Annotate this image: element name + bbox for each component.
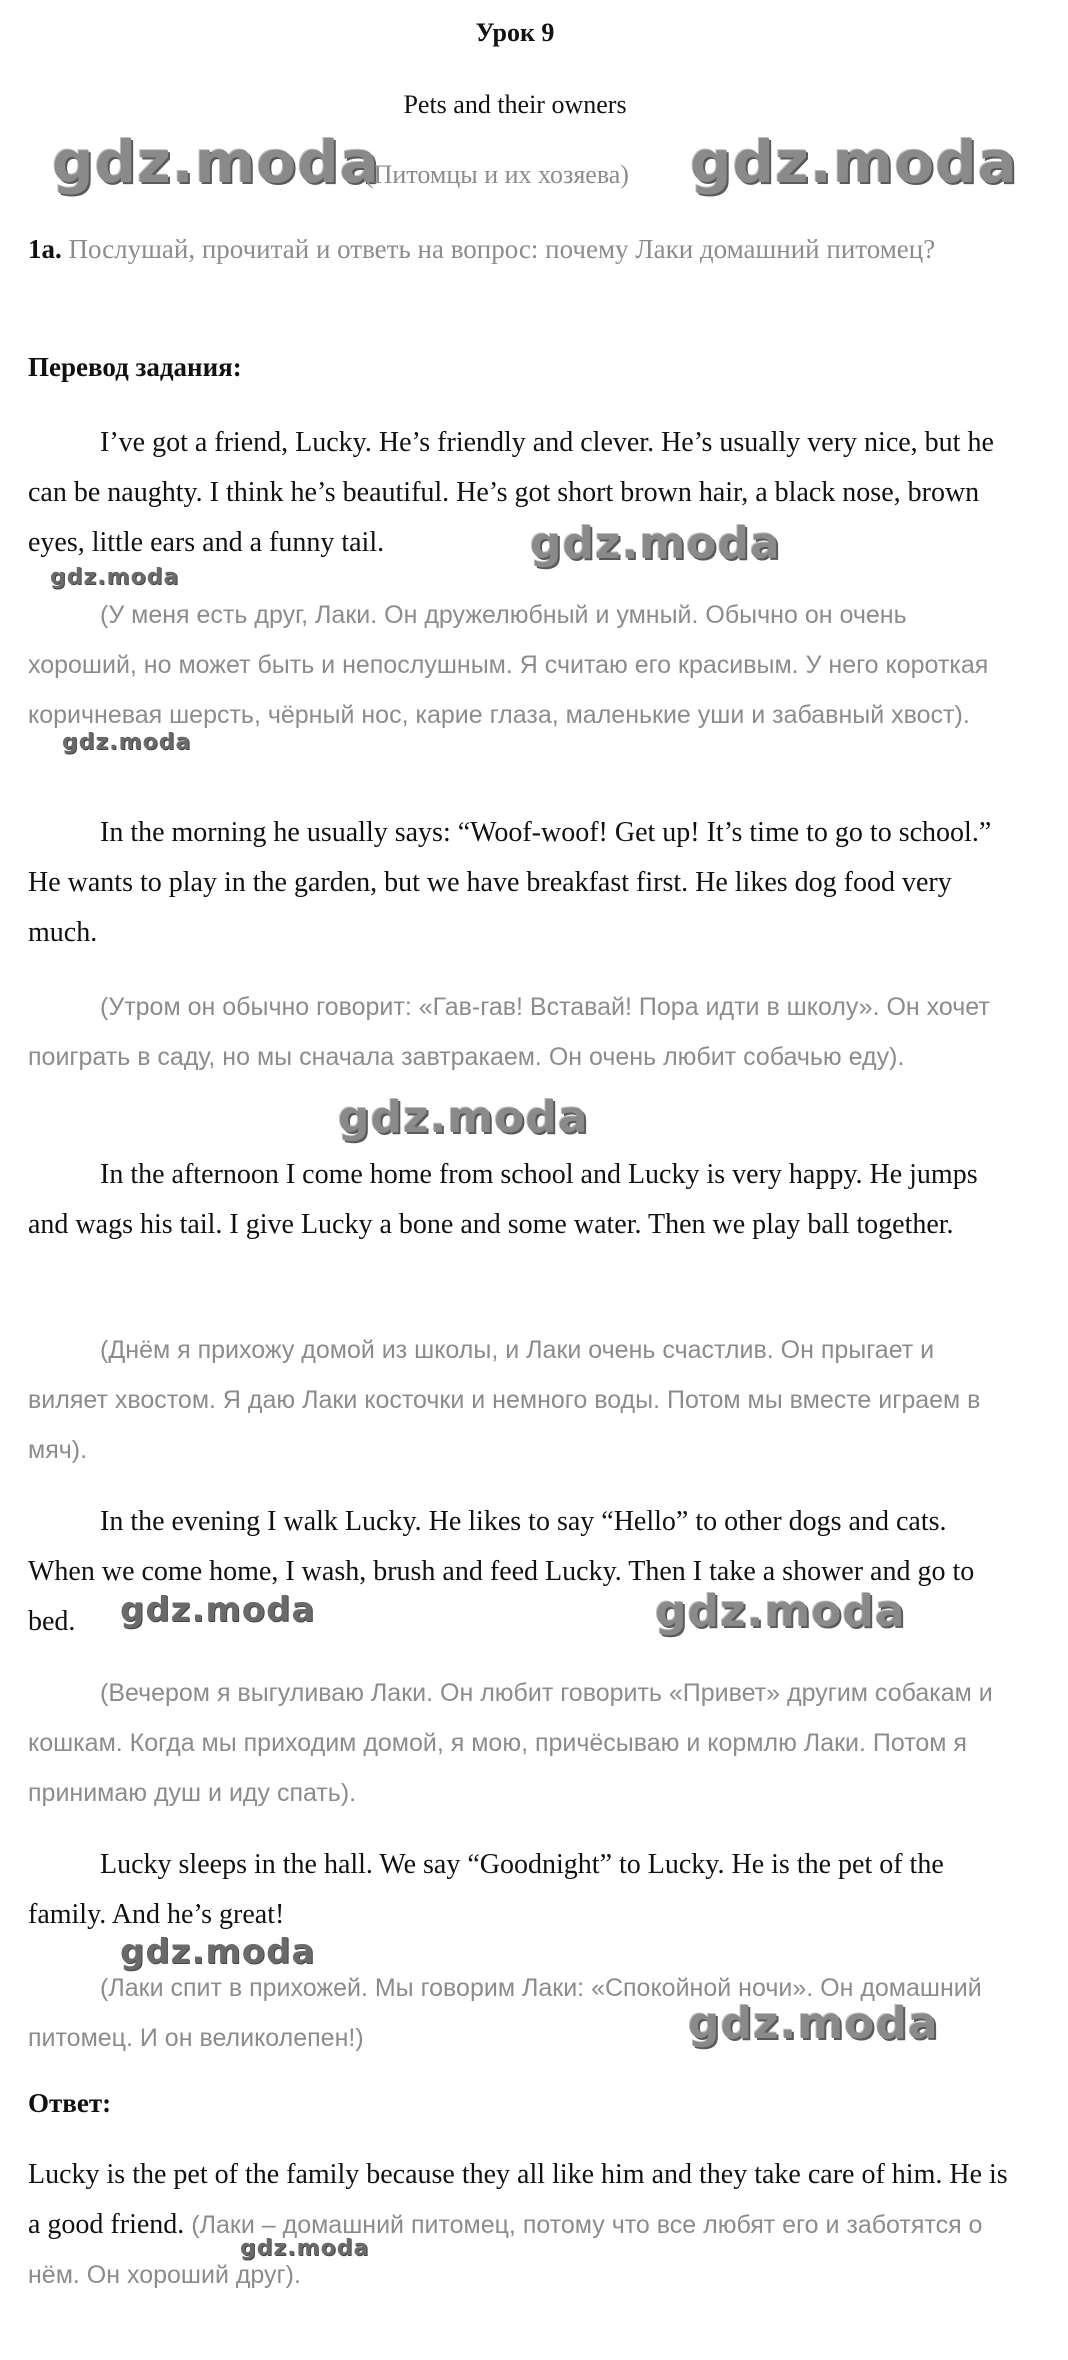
- paragraph-en: In the evening I walk Lucky. He likes to say “Hello” to other dogs and cats. When we come home, I wash, brush and feed Lucky. Then I take a shower and go to bed.: [28, 1506, 975, 1637]
- paragraph-ru: (Утром он обычно говорит: «Гав-гав! Вставай! Пора идти в школу». Он хочет поиграть в саду, но мы сначала завтракаем. Он очень любит собачью еду).: [28, 993, 990, 1071]
- paragraph-ru: (Вечером я выгуливаю Лаки. Он любит говорить «Привет» другим собакам и кошкам. Когда мы приходим домой, я мою, причёсываю и кормлю Лаки. Потом я принимаю душ и иду спать).: [28, 1679, 993, 1807]
- watermark-logo: gdz.moda: [338, 1092, 589, 1143]
- topic-translation: (Питомцы и их хозяева): [365, 160, 629, 189]
- watermark-logo: gdz.moda: [690, 128, 1018, 196]
- paragraph-en: In the morning he usually says: “Woof-woof! Get up! It’s time to go to school.” He wants to play in the garden, but we have breakfast first. He likes dog food very much.: [28, 817, 992, 948]
- paragraph-ru: (Днём я прихожу домой из школы, и Лаки очень счастлив. Он прыгает и виляет хвостом. Я даю Лаки косточки и немного воды. Потом мы вместе играем в мяч).: [28, 1336, 981, 1464]
- paragraph-ru: (У меня есть друг, Лаки. Он дружелюбный и умный. Обычно он очень хороший, но может быть и непослушным. Я считаю его красивым. У него короткая коричневая шерсть, чёрный нос, карие глаза, маленькие уши и забавный хвост).: [28, 601, 989, 729]
- translation-heading: Перевод задания:: [28, 352, 242, 382]
- answer-en: Lucky is the pet of the family because they all like him and they take care of him. He is a good friend.: [28, 2159, 1008, 2240]
- answer-heading: Ответ:: [28, 2088, 112, 2118]
- watermark-logo: gdz.moda: [688, 1998, 939, 2049]
- paragraph-en: I’ve got a friend, Lucky. He’s friendly and clever. He’s usually very nice, but he can be naughty. I think he’s beautiful. He’s got short brown hair, a black nose, brown eyes, little ears and a funny tail.: [28, 427, 994, 558]
- lesson-title: Урок 9: [475, 18, 555, 47]
- task-instruction: [28, 225, 1018, 274]
- answer-text: [28, 2150, 1018, 2300]
- watermark-logo: gdz.moda: [120, 1590, 316, 1630]
- watermark-logo: gdz.moda: [52, 128, 380, 196]
- paragraph-en: Lucky sleeps in the hall. We say “Goodnight” to Lucky. He is the pet of the family. And he’s great!: [28, 1849, 944, 1930]
- watermark-logo: gdz.moda: [120, 1932, 316, 1972]
- watermark-logo: gdz.moda: [50, 565, 180, 590]
- task-number: 1a.: [28, 234, 62, 264]
- watermark-logo: gdz.moda: [240, 2236, 370, 2261]
- topic-title: Pets and their owners: [403, 90, 627, 119]
- answer-ru: (Лаки – домашний питомец, потому что все любят его и заботятся о нём. Он хороший друг).: [28, 2211, 983, 2289]
- watermark-logo: gdz.moda: [62, 730, 192, 755]
- paragraph-en: In the afternoon I come home from school and Lucky is very happy. He jumps and wags his tail. I give Lucky a bone and some water. Then we play ball together.: [28, 1159, 978, 1240]
- watermark-logo: gdz.moda: [655, 1586, 906, 1637]
- paragraph-ru: (Лаки спит в прихожей. Мы говорим Лаки: «Спокойной ночи». Он домашний питомец. И он великолепен!): [28, 1974, 982, 2052]
- watermark-logo: gdz.moda: [530, 518, 781, 569]
- task-text: Послушай, прочитай и ответь на вопрос: почему Лаки домашний питомец?: [68, 234, 936, 264]
